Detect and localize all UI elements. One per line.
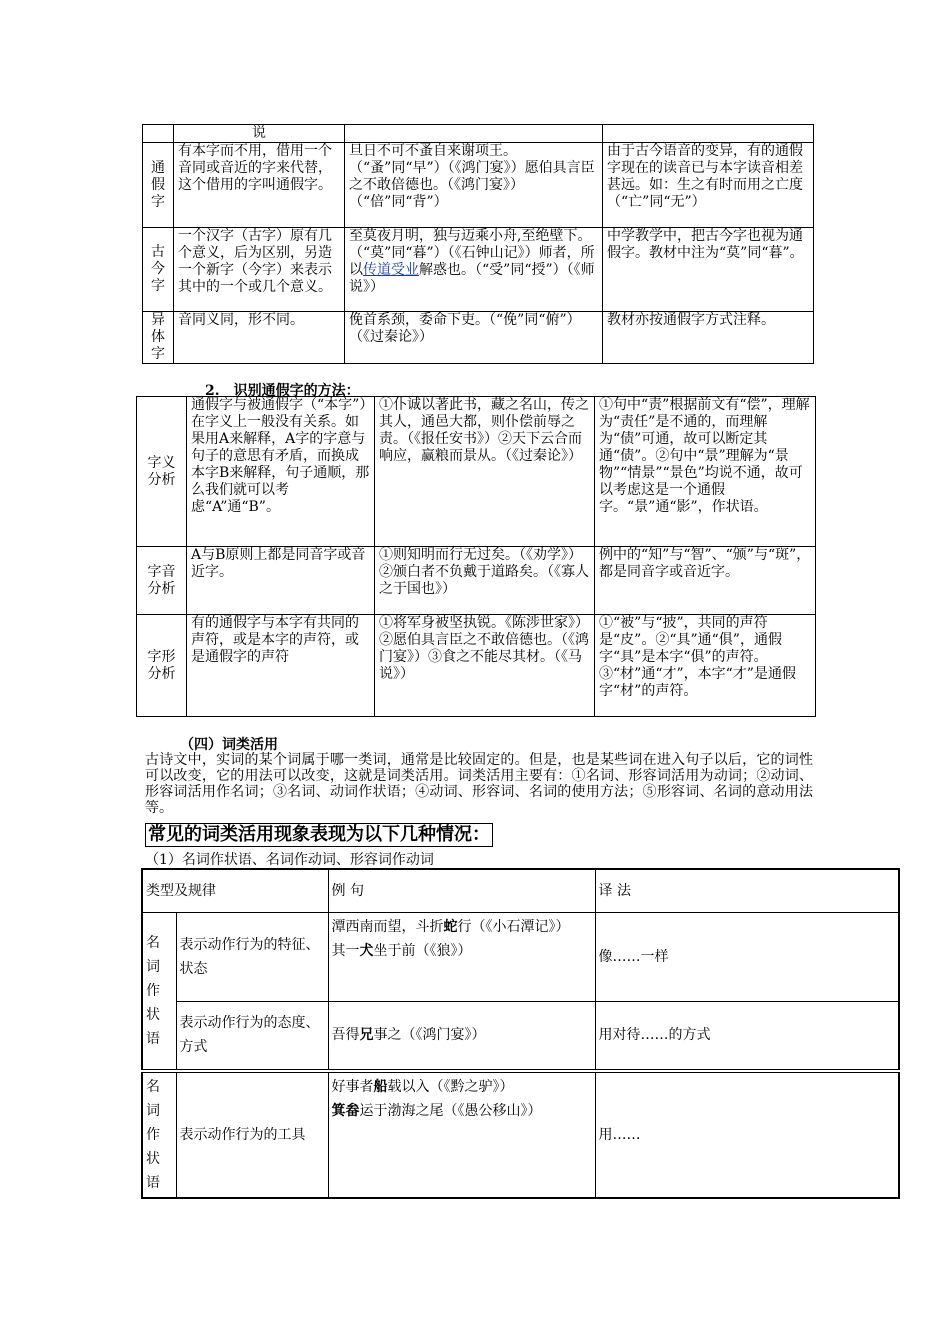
example-cell: 俛首系颈，委命下吏。（“俛”同“俯”）（《过秦论》） (345, 312, 603, 364)
type-cell: 通假字 (143, 143, 174, 228)
example-cell: 好事者船载以入（《黔之驴》） 箕畚运于渤海之尾（《愚公移山》） (328, 1071, 595, 1198)
table-row (142, 912, 899, 1001)
table-row (142, 1071, 899, 1198)
example-cell: ①将军身被坚执锐。《陈涉世家》）②愿伯具言臣之不敢倍德也。（《鸿门宴》）③食之不能尽其材。（《马说》） (375, 615, 595, 717)
example-cell: 吾得兄事之（《鸿门宴》） (328, 1001, 595, 1071)
rule-cell: A与B原则上都是同音字或音近字。 (187, 547, 375, 615)
type-cell: 异体字 (143, 312, 174, 364)
link-chuandaoshouye[interactable]: 传道受业 (363, 262, 419, 278)
explain-cell: ①“被”与“披”，共同的声符是“皮”。②“具”通“俱”，通假字“具”是本字“俱”的声符。③“材”通“才”，本字“才”是通假字“材”的声符。 (595, 615, 816, 717)
table-row (137, 615, 816, 717)
definition-cell: 音同义同，形不同。 (174, 312, 345, 364)
definition-cell: 一个汉字（古字）原有几个意义，后为区别，另造一个新字（今字）来表示其中的一个或几个意义。 (174, 228, 345, 312)
table-header-row (142, 869, 899, 912)
table-row (143, 143, 814, 228)
section-heading-identify: 2. 识别通假字的方法： (205, 383, 360, 399)
note-cell: 由于古今语音的变异，有的通假字现在的读音已与本字读音相差甚远。如：生之有时而用之亡度（“亡”同“无”） (603, 143, 814, 228)
section-heading-cilei: （四）词类活用 (180, 737, 278, 753)
rule-cell: 表示动作行为的态度、方式 (176, 1001, 328, 1071)
table-cell: 说 (174, 125, 345, 143)
explain-cell: ①句中“责”根据前文有“偿”，理解为“责任”是不通的，而理解为“债”可通，故可以断定其通“债”。②句中“景”理解为“景物”“情景”“景色”均说不通，故可以考虑这是一个通假字。“景”通“影”，作状语。 (595, 397, 816, 547)
definition-cell: 有本字而不用，借用一个音同或音近的字来代替，这个借用的字叫通假字。 (174, 143, 345, 228)
table-row (143, 228, 814, 312)
subheading: （1）名词作状语、名词作动词、形容词作动词 (145, 852, 434, 868)
rule-cell: 有的通假字与本字有共同的声符，或是本字的声符，或是通假字的声符 (187, 615, 375, 717)
method-cell: 字形分析 (137, 615, 187, 717)
example-cell: ①则知明而行无过矣。（《劝学》）②颁白者不负戴于道路矣。（《寡人之于国也》） (375, 547, 595, 615)
table-row (142, 1001, 899, 1071)
table-tongjia-types (142, 124, 814, 364)
example-cell: ①仆诚以著此书，藏之名山，传之其人，通邑大都，则仆偿前辱之责。（《报任安书》）②天下云合而响应，赢粮而景从。（《过秦论》） (375, 397, 595, 547)
method-cell: 字音分析 (137, 547, 187, 615)
example-cell: 潭西南而望，斗折蛇行（《小石潭记》） 其一犬坐于前（《狼》） (328, 912, 595, 1001)
method-cell: 字义分析 (137, 397, 187, 547)
table-cilei (141, 868, 900, 1199)
table-row (137, 397, 816, 547)
table-identify-methods (136, 396, 816, 717)
header-translation: 译 法 (595, 869, 899, 912)
rule-cell: 表示动作行为的特征、状态 (176, 912, 328, 1001)
intro-paragraph: 古诗文中，实词的某个词属于哪一类词，通常是比较固定的。但是，也是某些词在进入句子以后，它的词性可以改变，它的用法可以改变，这就是词类活用。词类活用主要有：①名词、形容词活用为动词；②动词、形容词活用作名词；③名词、动词作状语；④动词、形容词、名词的使用方法；⑤形容词、名词的意动用法等。 (145, 752, 813, 816)
note-cell: 中学教学中，把古今字也视为通假字。教材中注为“莫”同“暮”。 (603, 228, 814, 312)
boxed-title: 常见的词类活用现象表现为以下几种情况： (145, 823, 493, 847)
group-label: 名词作状语 (142, 1071, 176, 1198)
translation-cell: 用…… (595, 1071, 899, 1198)
header-type: 类型及规律 (142, 869, 328, 912)
example-cell: 至莫夜月明，独与迈乘小舟,至绝壁下。（“莫”同“暮”）（《石钟山记》）师者，所以传道受业解惑也。（“受”同“授”）（《师说》） (345, 228, 603, 312)
translation-cell: 用对待……的方式 (595, 1001, 899, 1071)
explain-cell: 例中的“知”与“智”、“颁”与“斑”，都是同音字或音近字。 (595, 547, 816, 615)
table-row (143, 125, 814, 143)
example-cell: 旦日不可不蚤自来谢项王。（“蚤”同“早”）（《鸿门宴》）愿伯具言臣之不敢倍德也。（《鸿门宴》）（“倍”同“背”） (345, 143, 603, 228)
note-cell: 教材亦按通假字方式注释。 (603, 312, 814, 364)
group-label: 名词作状语 (142, 912, 176, 1071)
type-cell: 古今字 (143, 228, 174, 312)
rule-cell: 通假字与被通假字（“本字”）在字义上一般没有关系。如果用A来解释，A字的字意与句子的意思有矛盾，而换成本字B来解释，句子通顺，那么我们就可以考虑“A”通“B”。 (187, 397, 375, 547)
table-row (137, 547, 816, 615)
header-example: 例 句 (328, 869, 595, 912)
table-row (143, 312, 814, 364)
rule-cell: 表示动作行为的工具 (176, 1071, 328, 1198)
translation-cell: 像……一样 (595, 912, 899, 1001)
